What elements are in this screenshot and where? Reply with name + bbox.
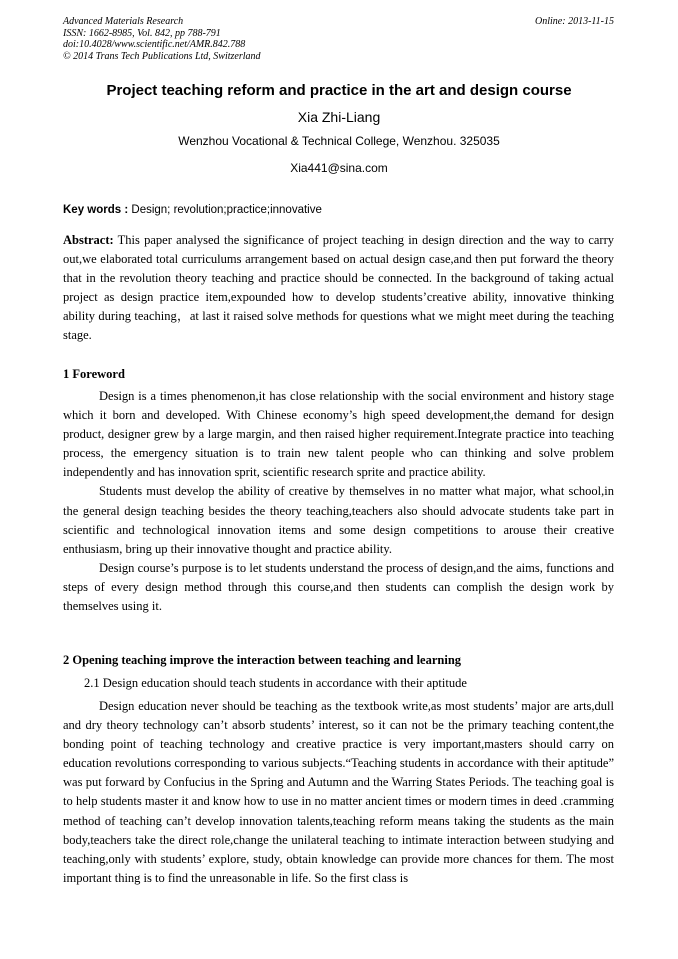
section-heading-foreword: 1 Foreword — [63, 367, 125, 381]
keywords-text: Design; revolution;practice;innovative — [128, 204, 322, 216]
abstract — [63, 231, 614, 346]
keywords — [63, 203, 322, 217]
paragraph: Design course’s purpose is to let students understand the process of design,and the aims, functions and steps of every design method through this course,and then students can complish the design work by themselves using it. — [63, 560, 614, 614]
keywords-label: Key words : — [63, 204, 129, 216]
journal-copyright: © 2014 Trans Tech Publications Ltd, Switzerland — [63, 50, 261, 62]
section-heading-opening-teaching: 2 Opening teaching improve the interaction between teaching and learning — [63, 653, 462, 667]
section-opening-teaching-body — [63, 697, 614, 888]
paragraph: Design is a times phenomenon,it has close relationship with the social environment and history stage which it born and developed. With Chinese economy’s high speed development,the demand for design product, designer grew by a large margin, and then raised higher requirement.Integrate practice into teaching process, the emergency situation is to train new talent people who can thinking and solve problem independently and has innovation sprit, scientific research sprite and practice ability. — [63, 389, 614, 480]
paragraph: Design education never should be teaching as the textbook write,as most students’ major are arts,dull and dry theory technology can’t absorb students’ interest, so it can not be the primary teaching content,the bonding point of teaching technology and creative practice is very important,masters should carry on education revolutions corresponding to various subjects.“Teaching students in accordance with their aptitude” was put forward by Confucius in the Spring and Autumn and the Warring States Periods. The teaching goal is to help students master it and know how to use in no matter ancient times or modern times in deed .cramming method of teaching can’t develop innovation talents,teaching reform means taking the students as the main body,teachers take the direct role,change the unilateral teaching to intimate interaction between studying and teaching,only with students’ explore, study, obtain knowledge can provide more chances for them. The most important thing is to find the unreasonable in life. So the first class is — [63, 699, 614, 885]
journal-name: Advanced Materials Research — [63, 16, 184, 27]
journal-issn: ISSN: 1662-8985, Vol. 842, pp 788-791 — [63, 27, 221, 39]
author-email: Xia441@sina.com — [290, 161, 388, 175]
author-affiliation: Wenzhou Vocational & Technical College, Wenzhou. 325035 — [178, 134, 500, 148]
abstract-text: This paper analysed the significance of project teaching in design direction and the way to carry out,we elaborated total curriculums arrangement based on actual design case,and then put forward the theory that in the revolution theory teaching and practice should be connected. In the background of taking actual project as design practice item,expounded how to develop students’creative ability, innovative thinking ability during teaching，at last it raised solve methods for questions what we might meet during the teaching stage. — [63, 233, 614, 343]
abstract-label: Abstract: — [63, 233, 114, 247]
section-foreword-body — [63, 387, 614, 616]
paper-title: Project teaching reform and practice in the art and design course — [106, 82, 572, 99]
online-date: Online: 2013-11-15 — [535, 16, 614, 27]
subsection-heading: 2.1 Design education should teach students in accordance with their aptitude — [84, 676, 467, 690]
journal-doi: doi:10.4028/www.scientific.net/AMR.842.788 — [63, 39, 246, 50]
paragraph: Students must develop the ability of creative by themselves in no matter what major, what school,in the general design teaching besides the theory teaching,teachers also should advocate students take part in scientific and technological innovation items and some design competitions to arouse their creative enthusiasm, bring up their innovative thought and practice ability. — [63, 484, 614, 556]
author-name: Xia Zhi-Liang — [297, 109, 381, 125]
journal-header — [63, 16, 261, 62]
